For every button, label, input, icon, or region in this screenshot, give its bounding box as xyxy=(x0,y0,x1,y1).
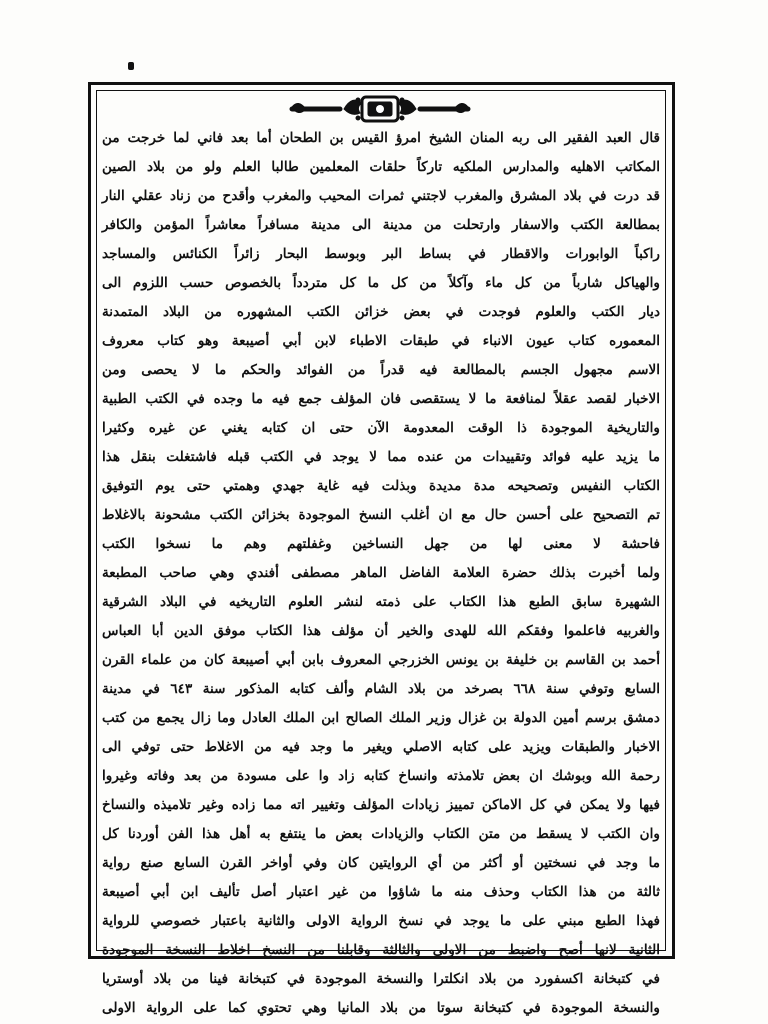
text-line: الاسم مجهول الجسم بالمطالعة فيه قدراً من الفوائد والحكم ما لا يحصى ومن xyxy=(102,362,660,378)
text-line: دمشق برسم أمين الدولة بن غزال وزير الملك الصالح ابن الملك العادل وما زال يجمع من كتب xyxy=(102,710,660,726)
text-line: تم التصحيح على أحسن حال مع ان أغلب النسخ الموجودة بخزائن الكتب مشحونة بالاغلاط xyxy=(102,507,660,523)
arabic-body-text xyxy=(102,124,660,1016)
text-line: ثالثة من هذا الكتاب وحذف منه ما شاؤوا من غير اعتبار أصل تأليف ابن أبي أصيبعة xyxy=(102,884,660,900)
text-line: وان الكتب لا يسقط من متن الكتاب والزيادات بعض ما ينتفع به أهل هذا الفن أوردنا كل xyxy=(102,826,660,842)
text-line: في كتبخانة اكسفورد من بلاد انكلترا والنسخة الموجودة في كتبخانة فينا من بلاد أوستريا xyxy=(102,971,660,987)
text-line: الاخبار والطبقات ويزيد على كتابه الاصلي ويغير ما وجد فيه من الاغلاط حتى توفي الى xyxy=(102,739,660,755)
text-line: رحمة الله وبوشك ان بعض تلامذته وانساخ كتابه زاد وا على مسودة من بعد وفاته وغيروا xyxy=(102,768,660,784)
text-line: قد درت في بلاد المشرق والمغرب لاجتني ثمرات المحيب والمغرب وأقدح من زناد عقلي النار xyxy=(102,188,660,204)
text-line: والتاريخية الموجودة ذا الوقت المعدومة الآن حتى ان كتابه يغني عن غيره وكثيرا xyxy=(102,420,660,436)
text-line: ديار الكتب والعلوم فوجدت في بعض خزائن الكتب المشهوره من البلاد المتمدنة xyxy=(102,304,660,320)
text-line: بمطالعة الكتب والاسفار وارتحلت من مدينة الى مدينة مسافراً معاشراً المؤمن والكافر xyxy=(102,217,660,233)
text-line: ما وجد في نسختين أو أكثر من أي الروايتين كان وفي أواخر القرن السابع صنع رواية xyxy=(102,855,660,871)
text-line: الكتاب النفيس وتصحيحه مدة مديدة وبذلت فيه غاية جهدي وهمتي حتى يوم التوفيق xyxy=(102,478,660,494)
text-line: المكاتب الاهليه والمدارس الملكيه تاركاً حلقات المعلمين طالبا العلم ولو من بلاد الصين xyxy=(102,159,660,175)
text-line: الشهيرة سابق الطبع هذا الكتاب على ذمته لنشر العلوم التاريخيه في البلاد الشرقية xyxy=(102,594,660,610)
text-line: فهذا الطبع مبني على ما يوجد في نسخ الرواية الاولى والثانية باعتبار خصوصي للرواية xyxy=(102,913,660,929)
text-line: فاحشة لا معنى لها من جهل النساخين وغفلتهم وهم ما نسخوا الكتب xyxy=(102,536,660,552)
text-line: فيها ولا يمكن في كل الاماكن تمييز زيادات المؤلف وتغيير اته مما زاده وغير تلاميذه والنساخ xyxy=(102,797,660,813)
text-line: راكباً الوابورات والاقطار في بساط البر وبوسط البحار زائراً الكنائس والمساجد xyxy=(102,246,660,262)
text-line: والغربيه فاعلموا وفقكم الله للهدى والخير أن مؤلف هذا الكتاب موفق الدين أبا العباس xyxy=(102,623,660,639)
header-ornament-icon xyxy=(288,94,472,124)
text-line: والهياكل شارباً من كل ماء وآكلاً من كل ما كل متردداً بالخصوص حسب اللزوم الى xyxy=(102,275,660,291)
text-line: السابع وتوفي سنة ٦٦٨ بصرخد من بلاد الشام وألف كتابه المذكور سنة ٦٤٣ في مدينة xyxy=(102,681,660,697)
text-line: قال العبد الفقير الى ربه المنان الشيخ امرؤ القيس بن الطحان أما بعد فاني لما خرجت من xyxy=(102,130,660,146)
text-line: ولما أخبرت بذلك حضرة العلامة الفاضل الماهر مصطفى أفندي وهي صاحب المطبعة xyxy=(102,565,660,581)
ink-speck xyxy=(128,62,134,70)
text-line: أحمد بن القاسم بن خليفة بن يونس الخزرجي المعروف بابن أبي أصيبعة كان من علماء القرن xyxy=(102,652,660,668)
text-line: المعموره كتاب عيون الانباء في طبقات الاطباء لابن أبي أصيبعة وهو كتاب معروف xyxy=(102,333,660,349)
text-line: والنسخة الموجودة في كتبخانة سوتا من بلاد المانيا وهي تحتوي كما على الرواية الاولى xyxy=(102,1000,660,1016)
text-line: ما يزيد عليه فوائد وتقييدات من عنده مما لا يوجد في الكتب قبله فاشتغلت بنقل هذا xyxy=(102,449,660,465)
text-line: الثانية لانها أصح واضبط من الاولى والثالثة وقابلنا من النسخ اخلاط النسخة الموجودة xyxy=(102,942,660,958)
text-line: الاخبار لقصد عقلاً لمنافعة ما لا يستقصى فان المؤلف جمع فيه ما وجده في الكتب الطبية xyxy=(102,391,660,407)
